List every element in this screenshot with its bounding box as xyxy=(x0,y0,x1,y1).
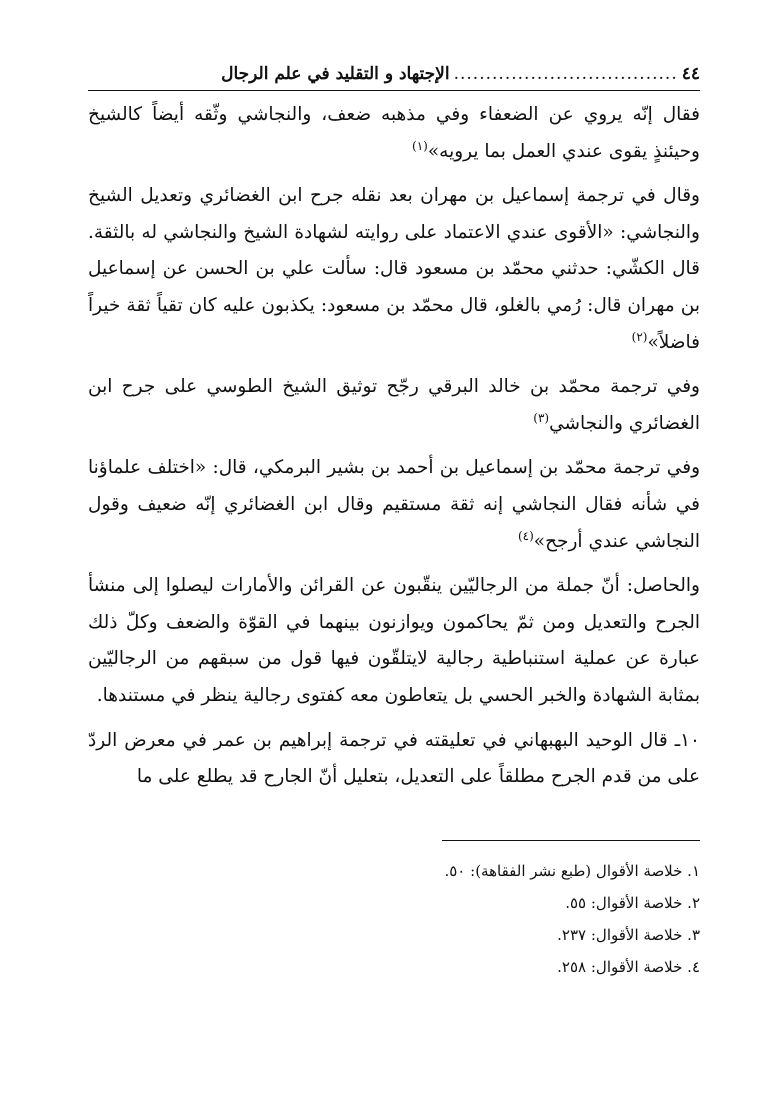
running-header xyxy=(88,60,700,91)
main-text xyxy=(88,97,700,796)
footnote: ٢. خلاصة الأقوال: ٥٥. xyxy=(565,893,700,912)
paragraph xyxy=(88,369,700,442)
paragraph-text: وفي ترجمة محمّد بن خالد البرقي رجّح توثيق الشيخ الطوسي على جرح ابن الغضائري والنجاشي xyxy=(88,376,700,434)
footnotes xyxy=(88,855,700,983)
footnote-ref[interactable]: (١) xyxy=(412,138,428,153)
paragraph xyxy=(88,178,700,361)
paragraph xyxy=(88,568,700,714)
book-page xyxy=(88,60,700,983)
page-number: ٤٤ xyxy=(681,64,700,84)
paragraph xyxy=(88,97,700,170)
footnote-separator xyxy=(442,840,700,841)
running-title: الإجتهاد و التقليد في علم الرجال xyxy=(221,64,450,84)
footnote-ref[interactable]: (٤) xyxy=(517,528,534,543)
paragraph xyxy=(88,723,700,796)
paragraph-text: ١٠ـ قال الوحيد البهبهاني في تعليقته في ترجمة إبراهيم بن عمر في معرض الردّ على من قدم الجرح مطلقاً على التعديل، بتعليل أنّ الجارح قد يطلع على ما xyxy=(88,729,700,788)
paragraph-text: فقال إنّه يروي عن الضعفاء وفي مذهبه ضعف، والنجاشي وثّقه أيضاً كالشيخ وحيئنذٍ يقوى عندي العمل بما يرويه» xyxy=(88,104,700,162)
footnote: ١. خلاصة الأقوال (طبع نشر الفقاهة): ٥٠. xyxy=(444,861,700,880)
paragraph-text: وفي ترجمة محمّد بن إسماعيل بن أحمد بن بشير البرمكي، قال: «اختلف علماؤنا في شأنه فقال النجاشي إنه ثقة مستقيم وقال ابن الغضائري إنّه ضعيف وقول النجاشي عندي أرجح» xyxy=(88,457,700,552)
paragraph-text: والحاصل: أنّ جملة من الرجاليّين ينقّبون عن القرائن والأمارات ليصلوا إلى منشأ الجرح والتعديل ومن ثمّ يحاكمون ويوازنون بينهما في القوّة والضعف وكلّ ذلك عبارة عن عملية استنباطية رجالية لايتلقّون فيها قول من سبقهم من الرجاليّين بمثابة الشهادة والخبر الحسي بل يتعاطون معه كفتوى رجالية ينظر في مستندها. xyxy=(88,575,700,706)
footnote: ٣. خلاصة الأقوال: ٢٣٧. xyxy=(557,925,700,944)
footnote-ref[interactable]: (٣) xyxy=(533,410,550,425)
footnote-ref[interactable]: (٢) xyxy=(631,329,648,344)
footnote: ٤. خلاصة الأقوال: ٢٥٨. xyxy=(557,957,700,976)
paragraph xyxy=(88,450,700,560)
paragraph-text: وقال في ترجمة إسماعيل بن مهران بعد نقله جرح ابن الغضائري وتعديل الشيخ والنجاشي: «الأقوى عندي الاعتماد على روايته لشهادة الشيخ والنجاشي له بالثقة. قال الكشّي: حدثني محمّد بن مسعود قال: سألت علي بن الحسن عن إسماعيل بن مهران قال: رُمي بالغلو، قال محمّد بن مسعود: يكذبون عليه كان تقياً ثقة خيراً فاضلاً» xyxy=(88,185,700,353)
header-leader-dots: ................................... xyxy=(453,64,678,84)
